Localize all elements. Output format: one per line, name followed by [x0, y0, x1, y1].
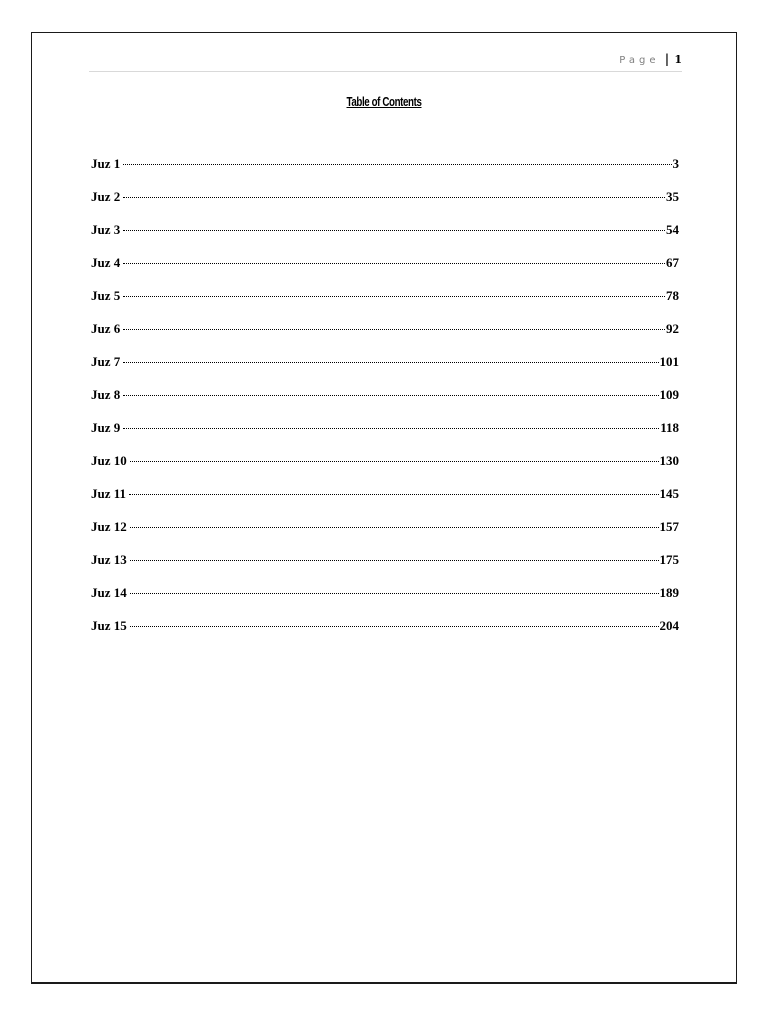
toc-entry-page: 204	[659, 618, 679, 633]
document-page	[31, 32, 737, 984]
toc-entry[interactable]	[91, 387, 679, 420]
toc-entry-label: Juz 15	[91, 618, 127, 633]
toc-entry[interactable]	[91, 156, 679, 189]
toc-entry-label: Juz 6	[91, 321, 121, 336]
toc-entry-label: Juz 8	[91, 387, 121, 402]
toc-entry[interactable]	[91, 321, 679, 354]
toc-dot-leader	[123, 164, 671, 165]
toc-entry[interactable]	[91, 552, 679, 585]
toc-entry-page: 67	[666, 255, 679, 270]
toc-entry[interactable]	[91, 189, 679, 222]
toc-dot-leader	[130, 560, 659, 561]
toc-entry-label: Juz 5	[91, 288, 121, 303]
toc-dot-leader	[123, 263, 665, 264]
toc-entry-label: Juz 14	[91, 585, 127, 600]
toc-dot-leader	[123, 428, 659, 429]
toc-dot-leader	[123, 362, 658, 363]
toc-entry-page: 157	[659, 519, 679, 534]
toc-dot-leader	[130, 626, 659, 627]
toc-entry-label: Juz 4	[91, 255, 121, 270]
toc-entry-page: 109	[659, 387, 679, 402]
toc-dot-leader	[130, 461, 659, 462]
toc-dot-leader	[123, 296, 665, 297]
page-separator: |	[664, 52, 669, 66]
page-label: Page	[619, 55, 660, 66]
toc-entry[interactable]	[91, 288, 679, 321]
toc-entry-page: 130	[659, 453, 679, 468]
toc-entry[interactable]	[91, 255, 679, 288]
toc-dot-leader	[123, 329, 665, 330]
toc-dot-leader	[123, 197, 665, 198]
toc-entry-label: Juz 7	[91, 354, 121, 369]
toc-entry[interactable]	[91, 420, 679, 453]
page-header	[89, 51, 682, 72]
toc-entry-label: Juz 10	[91, 453, 127, 468]
toc-entry-label: Juz 11	[91, 486, 127, 501]
toc-entry[interactable]	[91, 453, 679, 486]
toc-entry-label: Juz 9	[91, 420, 121, 435]
toc-entry-page: 3	[672, 156, 679, 171]
toc-entry[interactable]	[91, 222, 679, 255]
toc-entry-label: Juz 2	[91, 189, 121, 204]
toc-entry-page: 189	[659, 585, 679, 600]
toc-entry-page: 35	[666, 189, 679, 204]
toc-title: Table of Contents	[346, 95, 422, 109]
toc-dot-leader	[129, 494, 658, 495]
toc-entry-label: Juz 12	[91, 519, 127, 534]
toc-dot-leader	[123, 230, 665, 231]
toc-entry[interactable]	[91, 519, 679, 552]
toc-entry-label: Juz 1	[91, 156, 121, 171]
toc-entry-page: 54	[666, 222, 679, 237]
toc-entry-page: 78	[666, 288, 679, 303]
toc-entry[interactable]	[91, 618, 679, 651]
page-number: 1	[674, 53, 682, 66]
toc-entry-label: Juz 3	[91, 222, 121, 237]
toc-dot-leader	[123, 395, 658, 396]
toc-entry[interactable]	[91, 486, 679, 519]
toc-entry-label: Juz 13	[91, 552, 127, 567]
toc-list	[91, 156, 679, 651]
toc-entry[interactable]	[91, 585, 679, 618]
toc-entry-page: 175	[659, 552, 679, 567]
toc-entry-page: 101	[659, 354, 679, 369]
toc-entry-page: 145	[659, 486, 679, 501]
toc-entry[interactable]	[91, 354, 679, 387]
toc-dot-leader	[130, 527, 659, 528]
toc-entry-page: 92	[666, 321, 679, 336]
toc-dot-leader	[130, 593, 659, 594]
toc-entry-page: 118	[660, 420, 679, 435]
